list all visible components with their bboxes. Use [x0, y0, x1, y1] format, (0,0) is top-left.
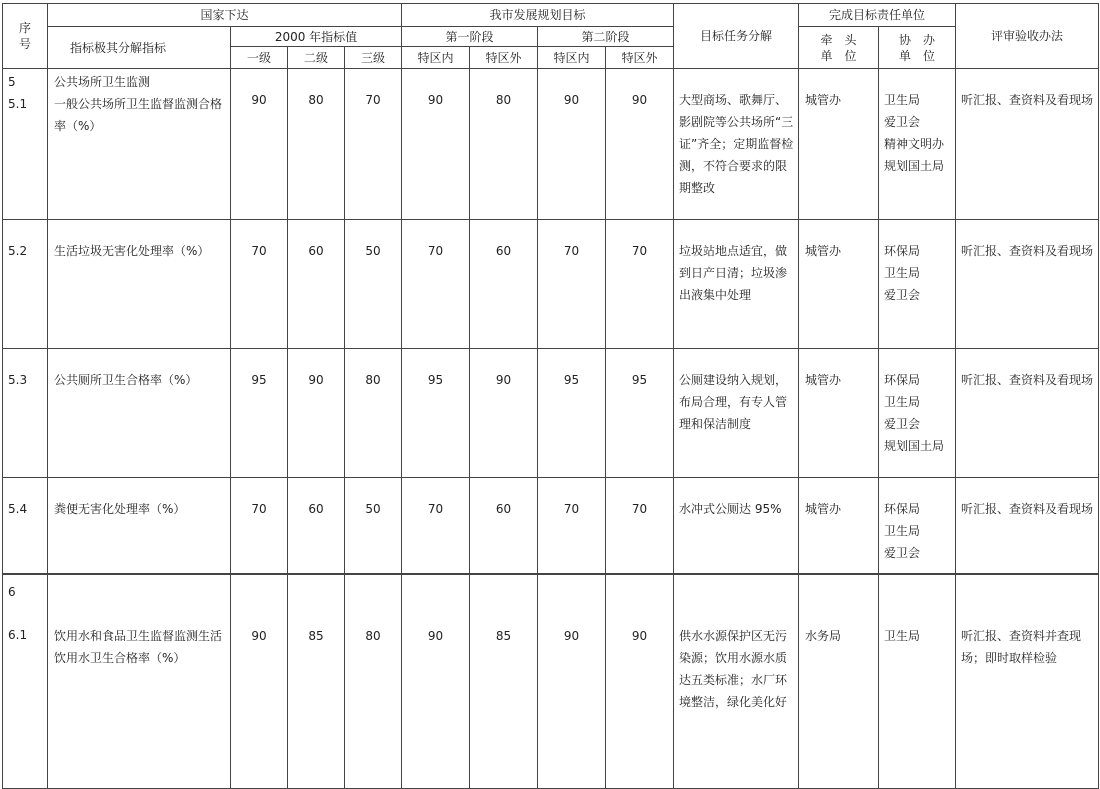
assist-cell: 环保局 卫生局 爱卫会 — [879, 478, 956, 575]
national-header: 国家下达 — [48, 4, 402, 27]
indicator-cell: 生活垃圾无害化处理率（%） — [48, 220, 231, 349]
value-cell: 80 — [470, 69, 538, 220]
seq-cell: 5 5.1 — [3, 69, 48, 220]
seq-cell: 5.2 — [3, 220, 48, 349]
task-cell: 大型商场、歌舞厅、影剧院等公共场所“三证”齐全；定期监督检测，不符合要求的限期整改 — [674, 69, 799, 220]
table-row — [3, 69, 1099, 220]
stage2-inside-header: 特区内 — [538, 47, 606, 69]
eval-cell: 听汇报、查资料及看现场 — [956, 478, 1099, 575]
value-cell: 50 — [345, 478, 402, 575]
value-cell: 95 — [402, 349, 470, 478]
value-cell: 70 — [538, 220, 606, 349]
seq-cell: 5.4 — [3, 478, 48, 575]
task-cell: 供水水源保护区无污染源；饮用水源水质达五类标准；水厂环境整洁，绿化美化好 — [674, 574, 799, 789]
seq-cell: 6 6.1 — [3, 574, 48, 789]
value-cell: 90 — [402, 69, 470, 220]
value-cell: 60 — [288, 220, 345, 349]
level2-header: 二级 — [288, 47, 345, 69]
eval-header: 评审验收办法 — [956, 4, 1099, 69]
table-row — [3, 220, 1099, 349]
table-row — [3, 574, 1099, 789]
target-table — [2, 3, 1099, 789]
value-cell: 60 — [288, 478, 345, 575]
header-row-1 — [3, 4, 1099, 27]
value-cell: 90 — [470, 349, 538, 478]
seq-cell: 5.3 — [3, 349, 48, 478]
value-cell: 70 — [345, 69, 402, 220]
value-cell: 60 — [470, 478, 538, 575]
lead-cell: 水务局 — [799, 574, 879, 789]
year2000-header: 2000 年指标值 — [231, 27, 402, 47]
value-cell: 90 — [402, 574, 470, 789]
header-row-2 — [3, 27, 1099, 47]
value-cell: 70 — [606, 220, 674, 349]
stage2-outside-header: 特区外 — [606, 47, 674, 69]
seq-header: 序 号 — [3, 4, 48, 69]
value-cell: 90 — [606, 69, 674, 220]
value-cell: 50 — [345, 220, 402, 349]
eval-cell: 听汇报、查资料及看现场 — [956, 220, 1099, 349]
value-cell: 85 — [470, 574, 538, 789]
lead-cell: 城管办 — [799, 349, 879, 478]
value-cell: 90 — [288, 349, 345, 478]
city-plan-header: 我市发展规划目标 — [402, 4, 674, 27]
value-cell: 70 — [606, 478, 674, 575]
indicator-header: 指标极其分解指标 — [48, 27, 231, 69]
value-cell: 90 — [231, 574, 288, 789]
stage2-header: 第二阶段 — [538, 27, 674, 47]
value-cell: 70 — [231, 220, 288, 349]
value-cell: 70 — [231, 478, 288, 575]
value-cell: 90 — [231, 69, 288, 220]
indicator-cell: 粪便无害化处理率（%） — [48, 478, 231, 575]
assist-cell: 卫生局 爱卫会 精神文明办 规划国土局 — [879, 69, 956, 220]
value-cell: 90 — [538, 574, 606, 789]
indicator-cell: 公共厕所卫生合格率（%） — [48, 349, 231, 478]
indicator-cell: 公共场所卫生监测 一般公共场所卫生监督监测合格率（%） — [48, 69, 231, 220]
value-cell: 70 — [402, 220, 470, 349]
lead-cell: 城管办 — [799, 220, 879, 349]
task-cell: 公厕建设纳入规划，布局合理，有专人管理和保洁制度 — [674, 349, 799, 478]
value-cell: 95 — [606, 349, 674, 478]
value-cell: 70 — [402, 478, 470, 575]
lead-header: 牵 头 单 位 — [799, 27, 879, 69]
assist-header: 协 办 单 位 — [879, 27, 956, 69]
task-cell: 垃圾站地点适宜，做到日产日清；垃圾渗出液集中处理 — [674, 220, 799, 349]
level1-header: 一级 — [231, 47, 288, 69]
value-cell: 95 — [231, 349, 288, 478]
value-cell: 95 — [538, 349, 606, 478]
value-cell: 60 — [470, 220, 538, 349]
assist-cell: 卫生局 — [879, 574, 956, 789]
table-row — [3, 349, 1099, 478]
task-header: 目标任务分解 — [674, 4, 799, 69]
stage1-header: 第一阶段 — [402, 27, 538, 47]
table-row — [3, 478, 1099, 575]
value-cell: 85 — [288, 574, 345, 789]
value-cell: 70 — [538, 478, 606, 575]
value-cell: 80 — [288, 69, 345, 220]
value-cell: 80 — [345, 574, 402, 789]
value-cell: 80 — [345, 349, 402, 478]
lead-cell: 城管办 — [799, 69, 879, 220]
value-cell: 90 — [538, 69, 606, 220]
assist-cell: 环保局 卫生局 爱卫会 规划国土局 — [879, 349, 956, 478]
indicator-cell: 饮用水和食品卫生监督监测生活饮用水卫生合格率（%） — [48, 574, 231, 789]
resp-header: 完成目标责任单位 — [799, 4, 956, 27]
eval-cell: 听汇报、查资料及看现场 — [956, 349, 1099, 478]
eval-cell: 听汇报、查资料并查现场；即时取样检验 — [956, 574, 1099, 789]
value-cell: 90 — [606, 574, 674, 789]
eval-cell: 听汇报、查资料及看现场 — [956, 69, 1099, 220]
level3-header: 三级 — [345, 47, 402, 69]
stage1-outside-header: 特区外 — [470, 47, 538, 69]
task-cell: 水冲式公厕达 95% — [674, 478, 799, 575]
lead-cell: 城管办 — [799, 478, 879, 575]
assist-cell: 环保局 卫生局 爱卫会 — [879, 220, 956, 349]
stage1-inside-header: 特区内 — [402, 47, 470, 69]
